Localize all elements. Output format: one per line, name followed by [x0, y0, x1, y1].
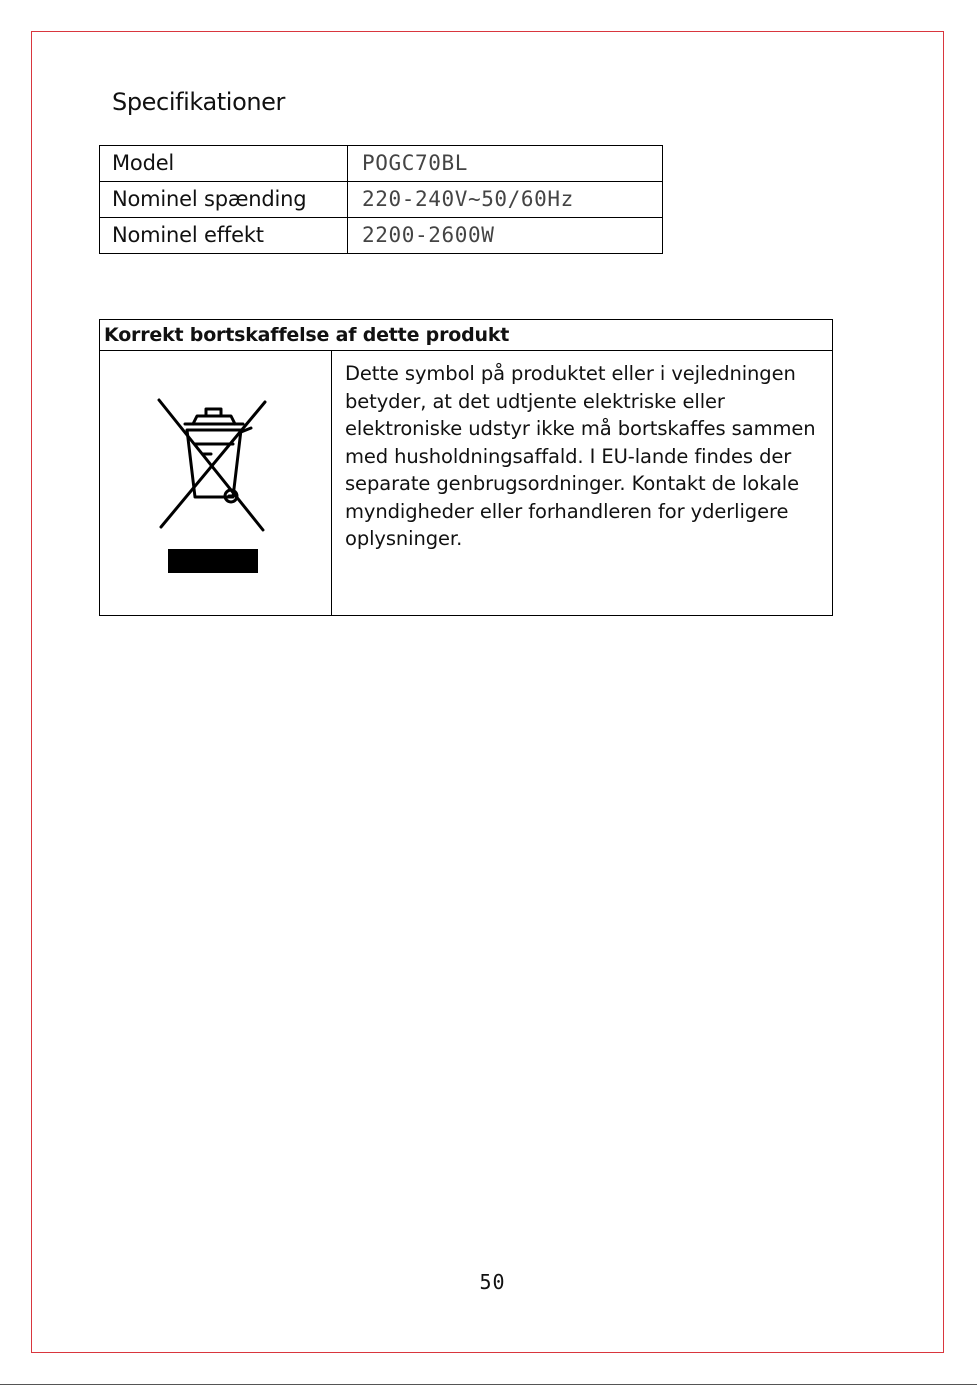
page-number: 50: [479, 1270, 506, 1294]
specifications-table: [99, 145, 663, 254]
crossed-out-wheelie-bin-icon: [101, 352, 330, 614]
disposal-table: [99, 319, 833, 616]
bottom-rule: [0, 1384, 977, 1385]
disposal-text: Dette symbol på produktet eller i vejledningen betyder, at det udtjente elektriske eller elektroniske udstyr ikke må bortskaffes sammen med husholdningsaffald. I EU-lande findes der separate genbrugsordninger. Kontakt de lokale myndigheder eller forhandleren for yderligere oplysninger.: [332, 351, 833, 616]
spec-value-voltage: 220-240V~50/60Hz: [348, 182, 663, 218]
wheelie-bin-icon: [151, 392, 281, 537]
spec-value-power: 2200-2600W: [348, 218, 663, 254]
table-row: [100, 218, 663, 254]
spec-value-model: POGC70BL: [348, 146, 663, 182]
table-row: [100, 320, 833, 351]
weee-bar: [168, 549, 258, 573]
table-row: [100, 146, 663, 182]
page-title: Specifikationer: [112, 88, 286, 116]
table-row: [100, 351, 833, 616]
spec-label-voltage: Nominel spænding: [100, 182, 348, 218]
disposal-heading: Korrekt bortskaffelse af dette produkt: [100, 320, 833, 351]
disposal-icon-cell: [100, 351, 332, 616]
table-row: [100, 182, 663, 218]
spec-label-model: Model: [100, 146, 348, 182]
spec-label-power: Nominel effekt: [100, 218, 348, 254]
